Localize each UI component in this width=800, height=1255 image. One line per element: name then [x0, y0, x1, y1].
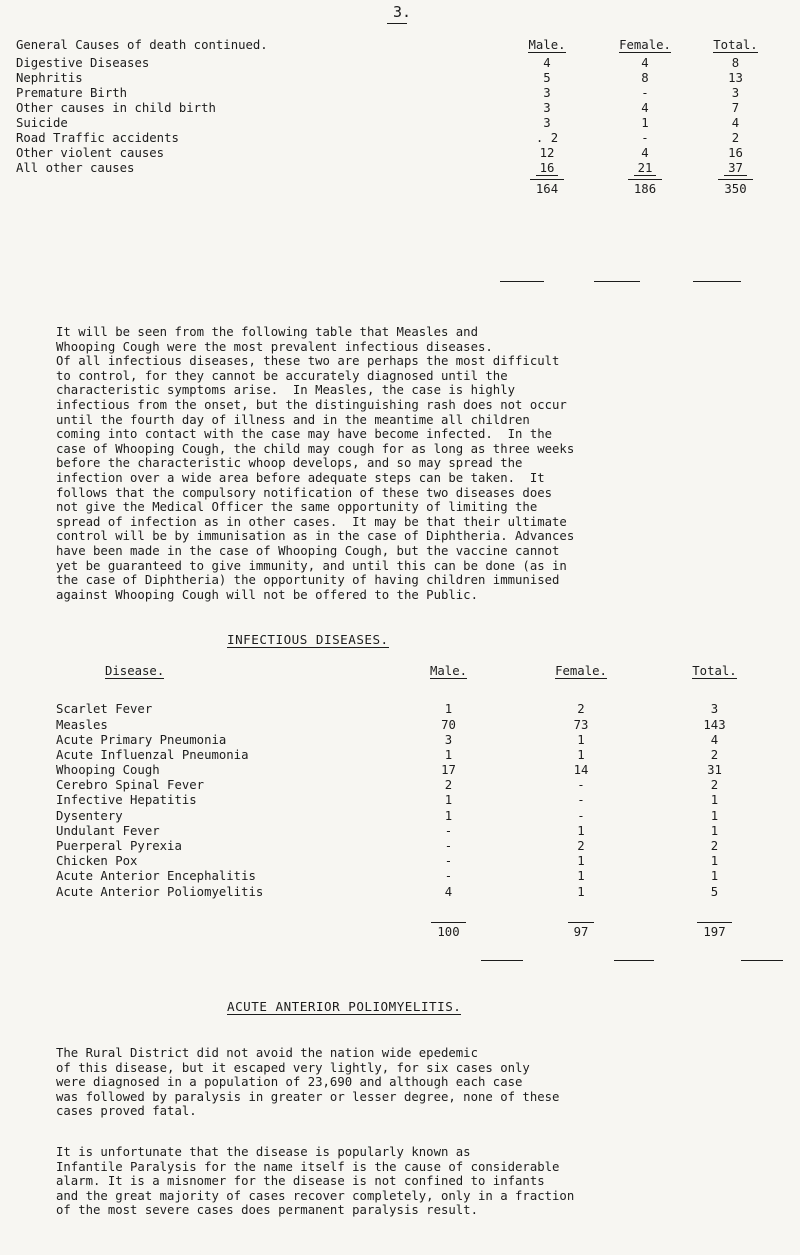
- disease-female-value: 73: [573, 717, 589, 732]
- table-row: [56, 763, 778, 778]
- cause-label: Suicide: [16, 116, 68, 131]
- cause-female-value: [595, 71, 695, 86]
- disease-female-value: 1: [577, 854, 585, 869]
- cause-total-value: [695, 131, 776, 146]
- cause-female-text: 8: [641, 71, 649, 86]
- table-row: [56, 778, 778, 793]
- text-line: It will be seen from the following table that Measles and: [56, 325, 478, 339]
- text-line: coming into contact with the case may have become infected. In the: [56, 427, 553, 442]
- table-row: [56, 717, 778, 732]
- text-line: the case of Diphtheria) the opportunity of having children immunised: [56, 573, 560, 588]
- cause-total-value: [695, 86, 776, 101]
- cause-total-value: [695, 71, 776, 86]
- table-row: [16, 101, 776, 116]
- infectious-diseases-table: [56, 664, 778, 939]
- text-line: control will be by immunisation as in the case of Diphtheria. Advances: [56, 529, 575, 544]
- disease-female-value: 1: [577, 823, 585, 838]
- cause-label: Nephritis: [16, 71, 83, 86]
- disease-label: Undulant Fever: [56, 823, 160, 838]
- table-row: [16, 161, 776, 176]
- disease-total-value: 31: [707, 763, 722, 778]
- disease-label: Cerebro Spinal Fever: [56, 778, 205, 793]
- disease-total-value: 2: [710, 747, 719, 762]
- disease-male-value: -: [444, 854, 453, 869]
- cause-total-text: 13: [728, 71, 743, 86]
- cause-total-text: 7: [731, 101, 740, 116]
- disease-label: Measles: [56, 717, 108, 732]
- disease-total-value: 3: [710, 702, 719, 717]
- infectious-header-male: Male.: [429, 664, 468, 678]
- table-row: [56, 869, 778, 884]
- causes-double-rule-male: [500, 281, 544, 282]
- cause-female-text: -: [641, 131, 649, 146]
- causes-double-rule-total: [693, 281, 741, 282]
- causes-of-death-table: [16, 34, 776, 200]
- infectious-total-male: 100: [386, 899, 511, 939]
- text-line: cases proved fatal.: [56, 1104, 197, 1119]
- infectious-total-all: 197: [651, 899, 778, 939]
- cause-label: Digestive Diseases: [16, 56, 150, 71]
- disease-total-value: 143: [703, 717, 726, 732]
- disease-male-value: -: [444, 839, 453, 854]
- cause-male-text: 5: [543, 71, 551, 86]
- disease-male-value: 70: [441, 717, 456, 732]
- text-line: not give the Medical Officer the same opportunity of limiting the: [56, 500, 538, 515]
- cause-female-text: 4: [641, 56, 649, 71]
- disease-total-value: 4: [710, 732, 719, 747]
- disease-label: Whooping Cough: [56, 763, 160, 778]
- cause-male-value: [499, 101, 595, 116]
- cause-female-value: [595, 116, 695, 131]
- cause-female-value: [595, 56, 695, 71]
- cause-label: Premature Birth: [16, 86, 128, 101]
- table-row: [56, 808, 778, 823]
- cause-female-text: 4: [641, 101, 649, 116]
- disease-male-value: 1: [444, 702, 453, 717]
- intro-paragraph: [56, 325, 574, 602]
- cause-male-value: [499, 116, 595, 131]
- cause-label: All other causes: [16, 161, 135, 176]
- text-line: Of all infectious diseases, these two are perhaps the most difficult: [56, 354, 560, 369]
- disease-label: Acute Primary Pneumonia: [56, 732, 227, 747]
- causes-header-total: Total.: [713, 37, 758, 52]
- disease-male-value: 4: [444, 884, 453, 899]
- disease-total-value: 5: [710, 884, 719, 899]
- cause-female-value: [595, 131, 695, 146]
- table-row: [56, 839, 778, 854]
- cause-label: Road Traffic accidents: [16, 131, 179, 146]
- table-row: [16, 116, 776, 131]
- cause-male-text: 16: [536, 161, 559, 176]
- disease-female-value: 2: [577, 702, 585, 717]
- cause-female-text: -: [641, 86, 649, 101]
- causes-double-rule-female: [594, 281, 640, 282]
- disease-male-value: 1: [444, 808, 453, 823]
- table-row: [56, 732, 778, 747]
- cause-total-text: 3: [731, 86, 740, 101]
- cause-total-value: [695, 161, 776, 176]
- text-line: were diagnosed in a population of 23,690 and although each case: [56, 1075, 523, 1090]
- text-line: yet be guaranteed to give immunity, and until this can be done (as in: [56, 558, 567, 573]
- cause-total-value: [695, 101, 776, 116]
- disease-label: Chicken Pox: [56, 854, 138, 869]
- disease-label: Acute Influenzal Pneumonia: [56, 747, 249, 762]
- disease-female-value: 1: [577, 732, 585, 747]
- cause-total-value: [695, 56, 776, 71]
- text-line: Whooping Cough were the most prevalent infectious diseases.: [56, 339, 493, 354]
- cause-male-value: [499, 146, 595, 161]
- polio-paragraph-2: [56, 1145, 574, 1218]
- table-row: [16, 146, 776, 161]
- table-row: [16, 86, 776, 101]
- disease-male-value: 1: [444, 793, 453, 808]
- causes-total-all: 350: [695, 176, 776, 200]
- cause-male-value: [499, 161, 595, 176]
- cause-male-value: [499, 86, 595, 101]
- cause-total-text: 4: [731, 116, 740, 131]
- table-row: [56, 702, 778, 717]
- cause-male-text: 3: [543, 116, 551, 131]
- text-line: The Rural District did not avoid the nation wide epedemic: [56, 1046, 478, 1060]
- disease-label: Scarlet Fever: [56, 702, 153, 717]
- disease-female-value: 1: [577, 869, 585, 884]
- causes-header-cause: General Causes of death continued.: [16, 37, 268, 52]
- infectious-header-female: Female.: [555, 664, 607, 678]
- cause-male-value: [499, 131, 595, 146]
- cause-total-text: 37: [724, 161, 747, 176]
- disease-female-value: 14: [573, 763, 589, 778]
- cause-female-value: [595, 101, 695, 116]
- text-line: before the characteristic whoop develops, and so may spread the: [56, 456, 523, 471]
- cause-female-text: 21: [634, 161, 657, 176]
- polio-paragraph-1: [56, 1046, 559, 1119]
- table-row: [56, 884, 778, 899]
- cause-total-value: [695, 116, 776, 131]
- disease-male-value: 1: [444, 747, 453, 762]
- disease-total-value: 2: [710, 839, 719, 854]
- cause-total-text: 2: [731, 131, 740, 146]
- disease-label: Acute Anterior Poliomyelitis: [56, 884, 264, 899]
- disease-female-value: 1: [577, 884, 585, 899]
- infectious-diseases-heading: INFECTIOUS DISEASES.: [227, 632, 389, 647]
- infectious-header-total: Total.: [692, 664, 737, 678]
- disease-label: Dysentery: [56, 808, 123, 823]
- cause-female-text: 4: [641, 146, 649, 161]
- infectious-double-rule-female: [614, 960, 654, 961]
- cause-total-value: [695, 146, 776, 161]
- disease-label: Puerperal Pyrexia: [56, 839, 182, 854]
- causes-header-male: Male.: [528, 37, 566, 52]
- cause-male-text: 3: [543, 101, 551, 116]
- cause-male-value: [499, 71, 595, 86]
- cause-male-value: [499, 56, 595, 71]
- text-line: spread of infection as in other cases. It may be that their ultimate: [56, 514, 567, 529]
- text-line: until the fourth day of illness and in the meantime all children: [56, 412, 530, 427]
- text-line: have been made in the case of Whooping Cough, but the vaccine cannot: [56, 543, 560, 558]
- table-row: [56, 854, 778, 869]
- text-line: infection over a wide area before adequate steps can be taken. It: [56, 470, 545, 485]
- table-row: [16, 131, 776, 146]
- table-row: [56, 824, 778, 839]
- disease-female-value: -: [577, 778, 585, 793]
- cause-male-text: 12: [539, 146, 555, 161]
- disease-male-value: -: [444, 869, 453, 884]
- text-line: to control, for they cannot be accurately diagnosed until the: [56, 368, 508, 383]
- causes-header-female: Female.: [619, 37, 671, 52]
- disease-total-value: 1: [710, 869, 719, 884]
- cause-male-text: 4: [543, 56, 551, 71]
- disease-female-value: 1: [577, 747, 585, 762]
- disease-total-value: 1: [710, 793, 719, 808]
- cause-label: Other violent causes: [16, 146, 165, 161]
- infectious-double-rule-male: [481, 960, 523, 961]
- disease-female-value: -: [577, 808, 585, 823]
- disease-total-value: 1: [710, 823, 719, 838]
- text-line: alarm. It is a misnomer for the disease is not confined to infants: [56, 1174, 545, 1189]
- text-line: was followed by paralysis in greater or lesser degree, none of these: [56, 1089, 560, 1104]
- cause-male-text: 3: [543, 86, 551, 101]
- table-row: [16, 56, 776, 71]
- disease-male-value: -: [444, 823, 453, 838]
- cause-label: Other causes in child birth: [16, 101, 216, 116]
- cause-female-value: [595, 161, 695, 176]
- table-row: [16, 71, 776, 86]
- text-line: against Whooping Cough will not be offered to the Public.: [56, 587, 478, 602]
- disease-label: Infective Hepatitis: [56, 793, 197, 808]
- disease-total-value: 2: [710, 778, 719, 793]
- cause-female-text: 1: [641, 116, 649, 131]
- causes-total-female: 186: [595, 176, 695, 200]
- table-row: [56, 748, 778, 763]
- text-line: characteristic symptoms arise. In Measles, the case is highly: [56, 383, 516, 398]
- infectious-double-rule-total: [741, 960, 783, 961]
- text-line: follows that the compulsory notification of these two diseases does: [56, 485, 553, 500]
- disease-male-value: 3: [444, 732, 453, 747]
- cause-total-text: 16: [728, 146, 743, 161]
- disease-male-value: 2: [444, 778, 453, 793]
- text-line: Infantile Paralysis for the name itself is the cause of considerable: [56, 1159, 560, 1174]
- text-line: of this disease, but it escaped very lightly, for six cases only: [56, 1060, 530, 1075]
- infectious-header-disease: Disease.: [105, 664, 165, 678]
- cause-male-text: . 2: [535, 131, 559, 146]
- disease-label: Acute Anterior Encephalitis: [56, 869, 256, 884]
- infectious-total-female: 97: [511, 899, 651, 939]
- table-row: [56, 793, 778, 808]
- cause-total-text: 8: [731, 56, 740, 71]
- disease-total-value: 1: [710, 854, 719, 869]
- text-line: and the great majority of cases recover completely, only in a fraction: [56, 1188, 575, 1203]
- polio-heading: ACUTE ANTERIOR POLIOMYELITIS.: [227, 999, 462, 1014]
- causes-total-male: 164: [499, 176, 595, 200]
- cause-female-value: [595, 86, 695, 101]
- disease-male-value: 17: [441, 763, 456, 778]
- page-number: 3.: [393, 4, 411, 22]
- text-line: of the most severe cases does permanent paralysis result.: [56, 1203, 478, 1218]
- text-line: It is unfortunate that the disease is popularly known as: [56, 1145, 471, 1159]
- disease-female-value: 2: [577, 839, 585, 854]
- cause-female-value: [595, 146, 695, 161]
- disease-total-value: 1: [710, 808, 719, 823]
- text-line: case of Whooping Cough, the child may cough for as long as three weeks: [56, 441, 575, 456]
- disease-female-value: -: [577, 793, 585, 808]
- text-line: infectious from the onset, but the distinguishing rash does not occur: [56, 397, 567, 412]
